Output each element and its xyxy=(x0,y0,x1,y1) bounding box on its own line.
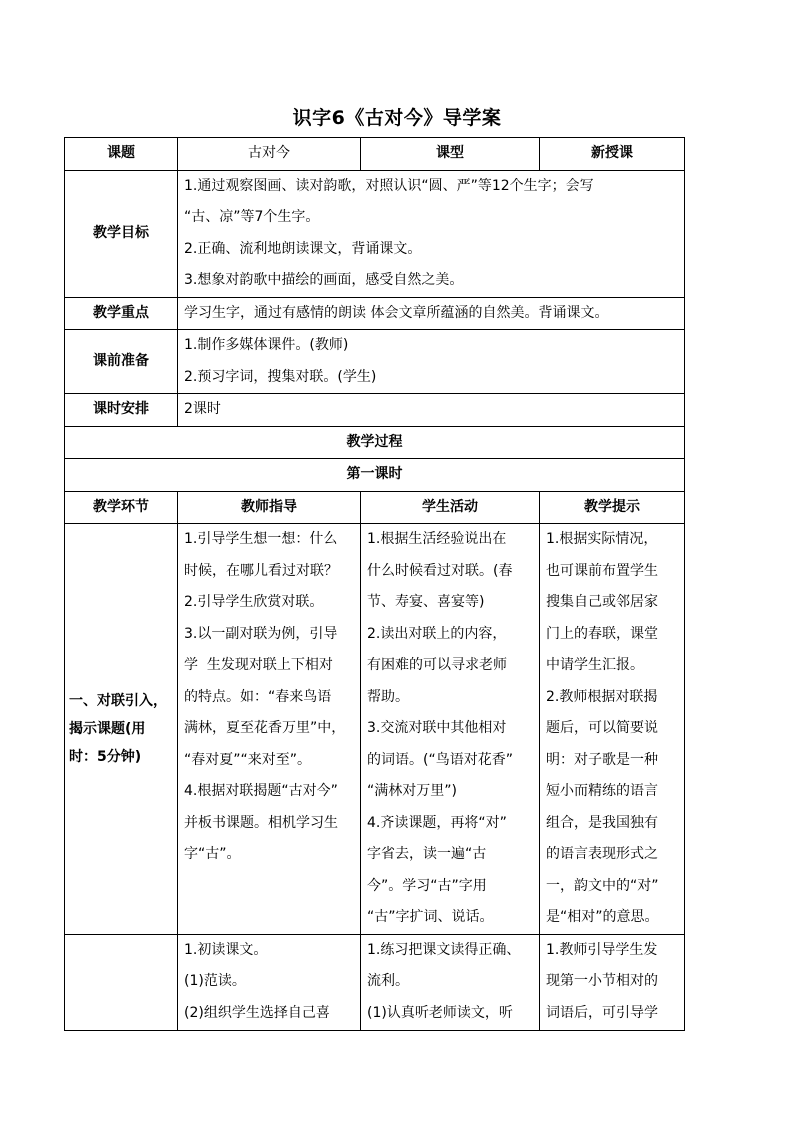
stage-cell xyxy=(65,524,178,935)
student-line: 1.练习把课文读得正确、 xyxy=(367,941,521,958)
prep-line: 1.制作多媒体课件。(教师) xyxy=(184,337,349,353)
tips-line: 搜集自己或邻居家 xyxy=(546,594,658,610)
lesson-label: 课题 xyxy=(65,138,178,171)
schedule-row xyxy=(65,394,685,427)
student-line: 今”。学习“古”字用 xyxy=(367,877,487,894)
student-line: “满林对万里”) xyxy=(367,783,457,799)
schedule-value: 2课时 xyxy=(178,394,685,427)
tips-line: 是“相对”的意思。 xyxy=(546,909,659,925)
header-row xyxy=(65,138,685,171)
student-line: 4.齐读课题，再将“对” xyxy=(367,814,507,831)
student-line: 流利。 xyxy=(367,973,409,989)
teacher-cell xyxy=(178,934,361,1030)
column-header-row xyxy=(65,491,685,524)
student-line: (1)认真听老师读文，听 xyxy=(367,1004,513,1021)
prep-content xyxy=(178,330,685,394)
tips-line: 词语后，可引导学 xyxy=(546,1004,658,1021)
teacher-line: 的特点。如：“春来鸟语 xyxy=(184,688,332,705)
teacher-line: 3.以一副对联为例，引导 xyxy=(184,625,338,642)
prep-label: 课前准备 xyxy=(65,330,178,394)
tips-line: 1.根据实际情况， xyxy=(546,531,658,547)
tips-line: 1.教师引导学生发 xyxy=(546,941,658,958)
focus-label: 教学重点 xyxy=(65,297,178,330)
goals-content xyxy=(178,170,685,297)
process-row xyxy=(65,426,685,459)
column-header-stage: 教学环节 xyxy=(65,491,178,524)
teacher-line: (2)组织学生选择自己喜 xyxy=(184,1004,330,1021)
goal-line: 3.想象对韵歌中描绘的画面，感受自然之美。 xyxy=(184,272,464,288)
teacher-line: “春对夏”“来对至”。 xyxy=(184,751,312,768)
goal-line: “古、凉”等7个生字。 xyxy=(184,209,320,225)
tips-line: 2.教师根据对联揭 xyxy=(546,688,658,705)
column-header-student: 学生活动 xyxy=(361,491,540,524)
period-row xyxy=(65,459,685,492)
student-line: “古”字扩词、说话。 xyxy=(367,909,494,925)
focus-content: 学习生字，通过有感情的朗读 体会文章所蕴涵的自然美。背诵课文。 xyxy=(178,297,685,330)
teacher-line: 2.引导学生欣赏对联。 xyxy=(184,594,324,610)
student-line: 什么时候看过对联。(春 xyxy=(367,562,513,579)
tips-line: 现第一小节相对的 xyxy=(546,973,658,989)
table-row xyxy=(65,524,685,935)
student-line: 有困难的可以寻求老师 xyxy=(367,657,507,673)
prep-row xyxy=(65,330,685,394)
tips-line: 明：对子歌是一种 xyxy=(546,751,658,768)
student-line: 3.交流对联中其他相对 xyxy=(367,720,507,736)
page-title: 识字6《古对今》导学案 xyxy=(292,107,502,129)
period-title: 第一课时 xyxy=(65,459,685,492)
tips-line: 的语言表现形式之 xyxy=(546,846,658,862)
goals-label: 教学目标 xyxy=(65,170,178,297)
teacher-line: 并板书课题。相机学习生 xyxy=(184,814,338,831)
goals-row xyxy=(65,170,685,297)
teacher-line: 时候，在哪儿看过对联？ xyxy=(184,562,338,579)
column-header-tips: 教学提示 xyxy=(540,491,685,524)
student-line: 1.根据生活经验说出在 xyxy=(367,531,507,547)
stage-cell xyxy=(65,934,178,1030)
student-line: 节、寿宴、喜宴等) xyxy=(367,594,485,610)
column-header-teacher: 教师指导 xyxy=(178,491,361,524)
lesson-plan-table xyxy=(64,137,685,1031)
tips-line: 短小而精练的语言 xyxy=(546,783,658,799)
table-row xyxy=(65,934,685,1030)
student-line: 2.读出对联上的内容， xyxy=(367,625,507,642)
stage-line: 一、对联引入， xyxy=(69,692,167,709)
schedule-label: 课时安排 xyxy=(65,394,178,427)
prep-line: 2.预习字词，搜集对联。(学生) xyxy=(184,368,377,385)
stage-line: 时：5分钟) xyxy=(69,748,142,765)
tips-line: 门上的春联，课堂 xyxy=(546,625,658,642)
teacher-line: 4.根据对联揭题“古对今” xyxy=(184,783,338,799)
type-label: 课型 xyxy=(361,138,540,171)
tips-cell xyxy=(540,934,685,1030)
teacher-line: 1.初读课文。 xyxy=(184,941,268,958)
student-cell xyxy=(361,934,540,1030)
teacher-line: 满林，夏至花香万里”中， xyxy=(184,720,346,736)
tips-line: 题后，可以简要说 xyxy=(546,720,658,736)
process-title: 教学过程 xyxy=(65,426,685,459)
student-line: 字省去，读一遍“古 xyxy=(367,846,487,862)
teacher-line: 字“古”。 xyxy=(184,846,241,862)
teacher-line: 学 生发现对联上下相对 xyxy=(184,657,333,673)
lesson-value: 古对今 xyxy=(178,138,361,171)
teacher-line: 1.引导学生想一想：什么 xyxy=(184,531,338,547)
student-line: 的词语。(“鸟语对花香” xyxy=(367,751,513,768)
focus-row xyxy=(65,297,685,330)
type-value: 新授课 xyxy=(540,138,685,171)
tips-line: 一，韵文中的“对” xyxy=(546,877,659,894)
goal-line: 1.通过观察图画、读对韵歌，对照认识“圆、严”等12个生字；会写 xyxy=(184,177,594,194)
tips-cell xyxy=(540,524,685,935)
teacher-cell xyxy=(178,524,361,935)
teacher-line: (1)范读。 xyxy=(184,973,246,989)
goal-line: 2.正确、流利地朗读课文，背诵课文。 xyxy=(184,240,422,257)
stage-line: 揭示课题(用 xyxy=(69,720,146,737)
tips-line: 组合，是我国独有 xyxy=(546,814,658,831)
tips-line: 也可课前布置学生 xyxy=(546,562,658,579)
tips-line: 中请学生汇报。 xyxy=(546,657,644,673)
student-line: 帮助。 xyxy=(367,688,409,705)
student-cell xyxy=(361,524,540,935)
